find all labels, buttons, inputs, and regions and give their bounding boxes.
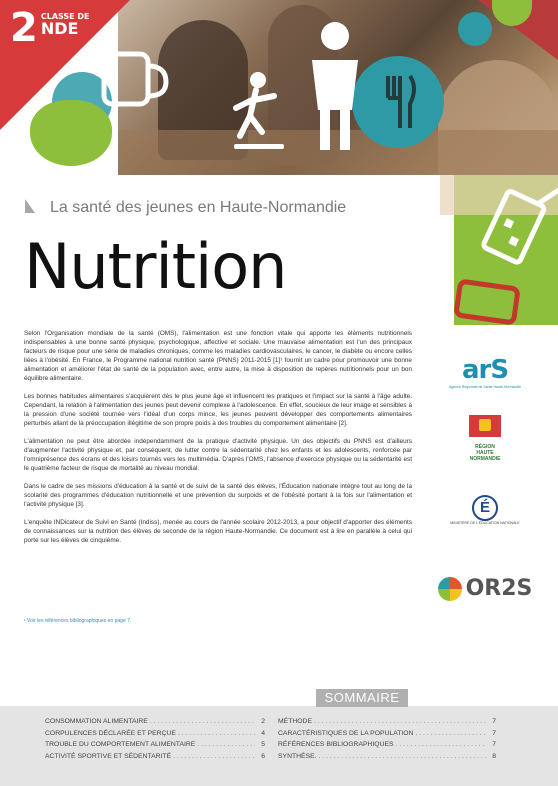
toc-entry[interactable] — [45, 728, 265, 740]
region-line: HAUTE — [476, 450, 494, 456]
toc-column-left — [45, 716, 265, 762]
toc-entry[interactable] — [45, 751, 265, 763]
toc-entry[interactable] — [278, 739, 496, 751]
toc-leader — [317, 751, 486, 763]
footnote: ¹ Voir les références bibliographiques en page 7. — [24, 618, 132, 624]
toc-leader — [195, 739, 255, 751]
toc-heading: SOMMAIRE — [316, 689, 408, 707]
toc-entry-page: 6 — [261, 752, 265, 760]
toc-entry-label: SYNTHÈSE. — [278, 752, 317, 760]
toc-entry[interactable] — [45, 739, 265, 751]
ars-logo-subtitle: Agence Régionale de Santé Haute-Normandie — [448, 385, 522, 389]
toc-entry-page: 5 — [261, 741, 265, 748]
paragraph: L'alimentation ne peut être abordée indépendamment de la pratique d'activité physique. Un des objectifs du PNNS est d'ailleurs d'augmenter l'activité physique et, par conséquent, de lutter contre la sédentarité chez les enfants et les adolescents, renforcée par l'omniprésence des écrans et des loisirs tournés vers les multimédia. D'après l'OMS, l'absence d'exercice physique ou la sédentarité est le quatrième facteur de risque de mortalité au niveau mondial. — [24, 437, 412, 473]
subtitle: La santé des jeunes en Haute-Normandie — [50, 199, 347, 216]
region-line: NORMANDIE — [469, 456, 501, 462]
region-flag-icon — [469, 415, 501, 437]
toc-entry-page: 7 — [492, 741, 496, 748]
toc-column-right — [278, 716, 496, 762]
grade-suffix: NDE — [40, 19, 79, 38]
education-logo-text: MINISTÈRE DE L'ÉDUCATION NATIONALE — [450, 521, 520, 525]
toc-entry-page: 4 — [261, 729, 265, 737]
ars-logo — [420, 355, 550, 389]
region-logo — [420, 415, 550, 462]
toc-entry-label: MÉTHODE — [278, 718, 312, 725]
or2s-swirl-icon — [438, 577, 462, 601]
person-silhouette-icon — [300, 20, 370, 150]
drink-and-phone-illustration — [440, 175, 558, 345]
toc-entry-label: CORPULENCES DÉCLARÉE ET PERÇUE — [45, 729, 176, 737]
grade-prefix: CLASSE DE — [40, 12, 90, 21]
toc-entry-page: 2 — [261, 718, 265, 725]
grade-badge — [10, 5, 90, 51]
grade-number: 2 — [10, 5, 38, 51]
intro-text — [24, 329, 412, 553]
toc-leader — [148, 716, 255, 728]
fruit-slice-icon — [458, 12, 492, 46]
paragraph: Selon l'Organisation mondiale de la santé (OMS), l'alimentation est une fonction vitale qui apporte les éléments nutritionnels indispensables à une bonne santé physique, psychologique, affective et sociale. Une mauvaise alimentation est l'un des principaux facteurs de risque pour une série de maladies chroniques, comme les maladies cardiovasculaires, le cancer, le diabète ou encore celles liées à l'obésité. En France, le Programme national nutrition santé (PNNS) 2011-2015 [1]¹ fournit un cadre pour promouvoir une bonne alimentation et améliorer l'état de santé de la population avec, entre autre, la mise à disposition de repères nutritionnels pour un bon équilibre alimentaire. — [24, 330, 412, 383]
toc-entry-page: 7 — [492, 729, 496, 737]
region-logo-text — [420, 444, 550, 462]
ars-logo-text: ar — [461, 355, 491, 385]
toc-entry-page: 7 — [492, 718, 496, 725]
toc-entry-label: CARACTÉRISTIQUES DE LA POPULATION — [278, 729, 414, 737]
toc-leader — [171, 751, 255, 763]
toc-entry-page: 8 — [492, 752, 496, 760]
toc-leader — [312, 716, 486, 728]
paragraph: Les bonnes habitudes alimentaires s'acquièrent dès le plus jeune âge et influencent les pratiques et l'impact sur la santé à l'âge adulte. Cependant, la relation à l'alimentation des jeunes peut devenir complexe à l'adolescence. En effet, soucieux de leur image et sensibles à la pression d'une société tournée vers l'idéal d'un corps mince, les jeunes peuvent développer des comportements alimentaires perturbés allant de la préoccupation illégitime de son propre poids à des troubles du comportement alimentaire [2]. — [24, 393, 412, 428]
toc-leader — [176, 728, 255, 740]
paragraph: Dans le cadre de ses missions d'éducation à la santé et de suivi de la santé des élèves, l'Éducation nationale intègre tout au long de la scolarité des programmes d'éducation nutritionnelle et une prévention du surpoids et de l'obésité portant à la fois sur l'alimentation et l'activité physique [3]. — [24, 482, 412, 508]
grade-label — [41, 12, 90, 37]
toc-entry[interactable] — [45, 716, 265, 728]
education-e-icon: É — [472, 495, 498, 521]
toc-entry[interactable] — [278, 716, 496, 728]
toc-entry-label: CONSOMMATION ALIMENTAIRE — [45, 718, 148, 725]
toc-leader — [394, 739, 486, 751]
education-ministry-logo — [420, 495, 550, 526]
ars-logo-s: S — [490, 355, 509, 385]
toc-entry-label: TROUBLE DU COMPORTEMENT ALIMENTAIRE — [45, 741, 196, 748]
toc-entry[interactable] — [278, 751, 496, 763]
page-title: Nutrition — [24, 230, 287, 303]
or2s-logo — [420, 576, 550, 601]
toc-entry-label: ACTIVITÉ SPORTIVE ET SÉDENTARITÉ — [45, 752, 172, 760]
paragraph: L'enquête INDicateur de Suivi en Santé (Indiss), menée au cours de l'année scolaire 2012-2013, a pour objectif d'apporter des éléments de connaissances sur la nutrition des élèves de seconde de la région Haute-Normandie. Ce document est à lire en parallèle à celui qui porte sur les élèves de cinquième. — [24, 518, 412, 544]
toc-leader — [413, 728, 486, 740]
toc-entry[interactable] — [278, 728, 496, 740]
toc-entry-label: RÉFÉRENCES BIBLIOGRAPHIQUES — [278, 741, 394, 748]
cover-banner — [0, 0, 558, 303]
skateboarder-icon — [226, 70, 296, 160]
region-line: RÉGION — [475, 444, 495, 450]
or2s-logo-text: OR2S — [465, 576, 533, 601]
